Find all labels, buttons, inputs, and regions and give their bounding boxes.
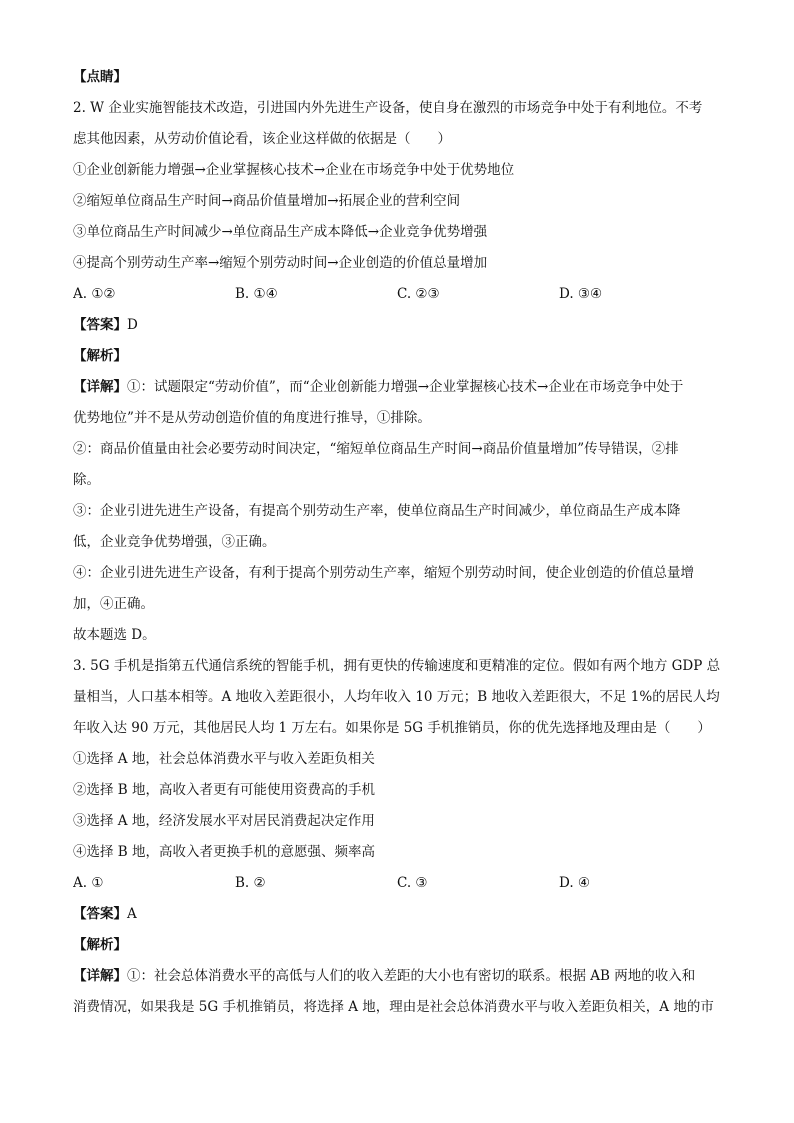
q3-detail-1a-text: ①：社会总体消费水平的高低与人们的收入差距的大小也有密切的联系。根据 AB 两地的收入和	[127, 968, 696, 984]
q3-item-1: ①选择 A 地，社会总体消费水平与收入差距负相关	[73, 751, 375, 767]
q3-option-b: B. ②	[235, 875, 266, 891]
q3-answer-label: 【答案】	[73, 906, 127, 922]
q2-detail-label: 【详解】	[73, 379, 127, 395]
q2-item-4: ④提高个别劳动生产率→缩短个别劳动时间→企业创造的价值总量增加	[73, 255, 488, 271]
q2-detail-4b: 加，④正确。	[73, 596, 154, 612]
q3-options	[73, 868, 723, 899]
q3-option-a: A. ①	[73, 875, 104, 891]
q2-conclusion: 故本题选 D。	[73, 627, 156, 643]
q3-item-3: ③选择 A 地，经济发展水平对居民消费起决定作用	[73, 813, 375, 829]
dianjing-heading: 【点睛】	[73, 69, 127, 85]
q2-option-b: B. ①④	[235, 286, 278, 302]
q3-detail-1a	[73, 961, 723, 992]
q2-detail-4a: ④：企业引进先进生产设备，有利于提高个别劳动生产率，缩短个别劳动时间，使企业创造的价值总量增	[73, 565, 694, 581]
q2-detail-2b: 除。	[73, 472, 100, 488]
q2-options	[73, 279, 723, 310]
q3-answer-value: A	[127, 906, 137, 922]
q2-detail-1a	[73, 372, 723, 403]
q2-detail-1a-text: ①：试题限定“劳动价值”，而“企业创新能力增强→企业掌握核心技术→企业在市场竞争中处于	[127, 379, 684, 395]
q3-stem-line-1: 3. 5G 手机是指第五代通信系统的智能手机，拥有更快的传输速度和更精准的定位。假如有两个地方 GDP 总	[73, 658, 721, 674]
q3-detail-1b: 消费情况，如果我是 5G 手机推销员，将选择 A 地，理由是社会总体消费水平与收入差距负相关，A 地的市	[73, 999, 714, 1015]
q2-detail-3b: 低，企业竞争优势增强，③正确。	[73, 534, 276, 550]
q3-option-c: C. ③	[397, 875, 428, 891]
q3-answer	[73, 899, 723, 930]
document-page	[73, 62, 723, 1023]
q2-answer-value: D	[127, 317, 138, 333]
q3-item-2: ②选择 B 地，高收入者更有可能使用资费高的手机	[73, 782, 376, 798]
q2-detail-3a: ③：企业引进先进生产设备，有提高个别劳动生产率，使单位商品生产时间减少，单位商品生产成本降	[73, 503, 681, 519]
q3-stem-line-3: 年收入达 90 万元，其他居民人均 1 万左右。如果你是 5G 手机推销员，你的优先选择地及理由是（ ）	[73, 720, 711, 736]
q2-detail-2a: ②：商品价值量由社会必要劳动时间决定，“缩短单位商品生产时间→商品价值量增加”传导错误，②排	[73, 441, 679, 457]
q2-option-d: D. ③④	[559, 286, 603, 302]
q2-stem-line-1: 2. W 企业实施智能技术改造，引进国内外先进生产设备，使自身在激烈的市场竞争中处于有利地位。不考	[73, 100, 703, 116]
q3-option-d: D. ④	[559, 875, 591, 891]
q2-item-3: ③单位商品生产时间减少→单位商品生产成本降低→企业竞争优势增强	[73, 224, 488, 240]
q3-analysis-label: 【解析】	[73, 937, 127, 953]
q2-option-a: A. ①②	[73, 286, 116, 302]
q2-analysis-label: 【解析】	[73, 348, 127, 364]
q2-stem-line-2: 虑其他因素，从劳动价值论看，该企业这样做的依据是（ ）	[73, 131, 451, 147]
q2-answer	[73, 310, 723, 341]
q2-item-2: ②缩短单位商品生产时间→商品价值量增加→拓展企业的营利空间	[73, 193, 461, 209]
q3-item-4: ④选择 B 地，高收入者更换手机的意愿强、频率高	[73, 844, 376, 860]
q2-option-c: C. ②③	[397, 286, 440, 302]
q2-item-1: ①企业创新能力增强→企业掌握核心技术→企业在市场竞争中处于优势地位	[73, 162, 515, 178]
q2-detail-1b: 优势地位”并不是从劳动创造价值的角度进行推导，①排除。	[73, 410, 431, 426]
q2-answer-label: 【答案】	[73, 317, 127, 333]
q3-stem-line-2: 量相当，人口基本相等。A 地收入差距很小，人均年收入 10 万元；B 地收入差距很大，不足 1%的居民人均	[73, 689, 720, 705]
q3-detail-label: 【详解】	[73, 968, 127, 984]
